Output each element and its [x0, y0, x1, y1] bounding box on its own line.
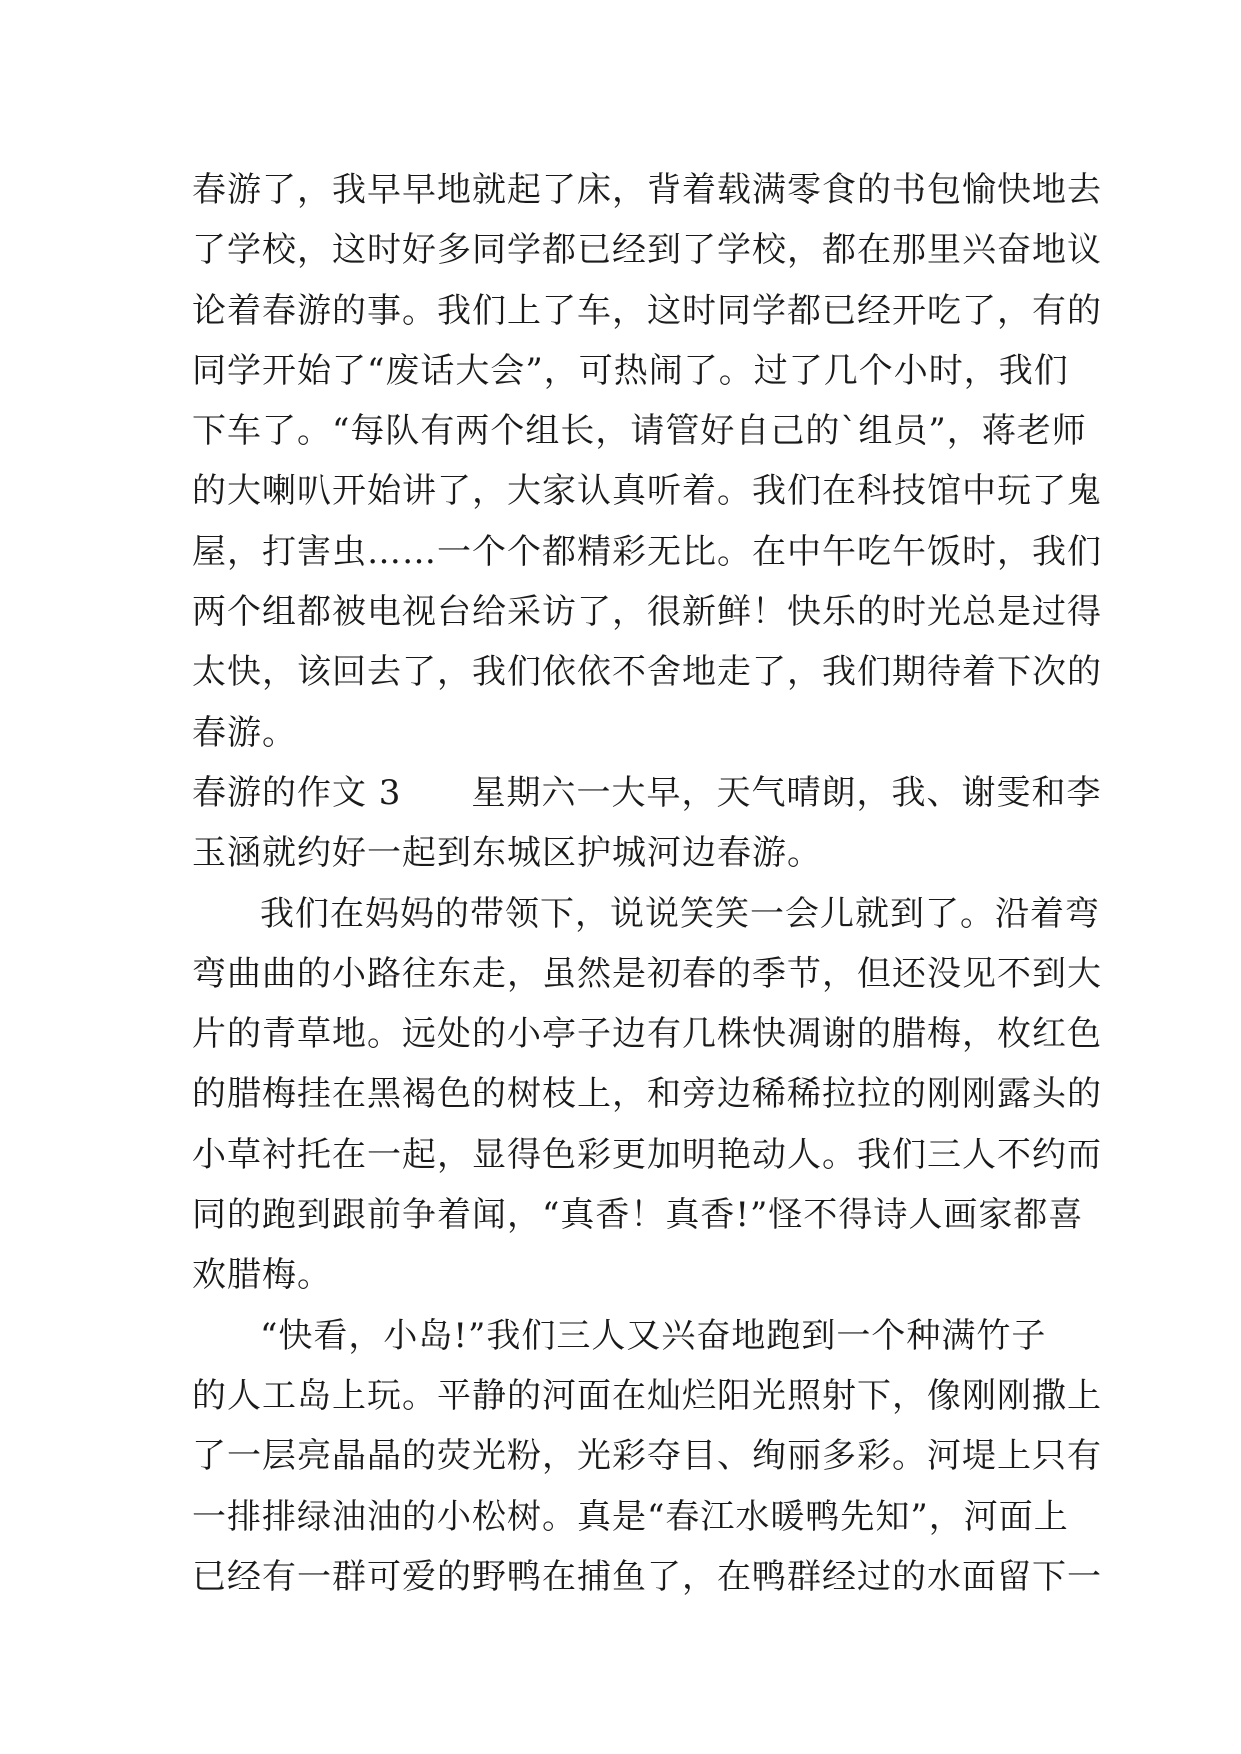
text-line: 的大喇叭开始讲了，大家认真听着。我们在科技馆中玩了鬼	[192, 471, 1102, 512]
text-line: 太快，该回去了，我们依依不舍地走了，我们期待着下次的	[192, 652, 1102, 693]
essay-text	[192, 160, 1102, 1607]
text-line: 的腊梅挂在黑褐色的树枝上，和旁边稀稀拉拉的刚刚露头的	[192, 1074, 1102, 1115]
text-line: “快看，小岛!”我们三人又兴奋地跑到一个种满竹子	[260, 1315, 1047, 1356]
text-line: 两个组都被电视台给采访了，很新鲜！快乐的时光总是过得	[192, 592, 1102, 633]
text-line: 同的跑到跟前争着闻，“真香！真香!”怪不得诗人画家都喜	[192, 1195, 1084, 1236]
text-line: 春游了，我早早地就起了床，背着载满零食的书包愉快地去	[192, 170, 1102, 210]
text-line: 片的青草地。远处的小亭子边有几株快凋谢的腊梅，枚红色	[192, 1014, 1102, 1055]
text-line: 小草衬托在一起，显得色彩更加明艳动人。我们三人不约而	[192, 1134, 1102, 1175]
text-line: 的人工岛上玩。平静的河面在灿烂阳光照射下，像刚刚撒上	[192, 1375, 1102, 1416]
text-line: 已经有一群可爱的野鸭在捕鱼了，在鸭群经过的水面留下一	[192, 1556, 1102, 1597]
text-line: 玉涵就约好一起到东城区护城河边春游。	[192, 833, 822, 874]
text-line: 弯曲曲的小路往东走，虽然是初春的季节，但还没见不到大	[192, 953, 1102, 994]
section-title: 春游的作文 3	[192, 772, 402, 813]
text-line: 同学开始了“废话大会”，可热闹了。过了几个小时，我们	[192, 350, 1069, 391]
text-line: 欢腊梅。	[192, 1255, 332, 1296]
text-line: 我们在妈妈的带领下，说说笑笑一会儿就到了。沿着弯	[260, 893, 1100, 934]
text-line: 屋，打害虫……一个个都精彩无比。在中午吃午饭时，我们	[192, 531, 1102, 572]
text-line: 了一层亮晶晶的荧光粉，光彩夺目、绚丽多彩。河堤上只有	[192, 1436, 1102, 1477]
text-line: 春游。	[192, 712, 297, 753]
text-line: 下车了。“每队有两个组长，请管好自己的`组员”，蒋老师	[192, 411, 1087, 452]
section-heading-line	[192, 763, 1102, 823]
text-line: 了学校，这时好多同学都已经到了学校，都在那里兴奋地议	[192, 230, 1102, 271]
section-first-line: 星期六一大早，天气晴朗，我、谢雯和李	[471, 772, 1102, 813]
text-line: 论着春游的事。我们上了车，这时同学都已经开吃了，有的	[192, 290, 1102, 331]
text-line: 一排排绿油油的小松树。真是“春江水暖鸭先知”，河面上	[192, 1496, 1069, 1537]
